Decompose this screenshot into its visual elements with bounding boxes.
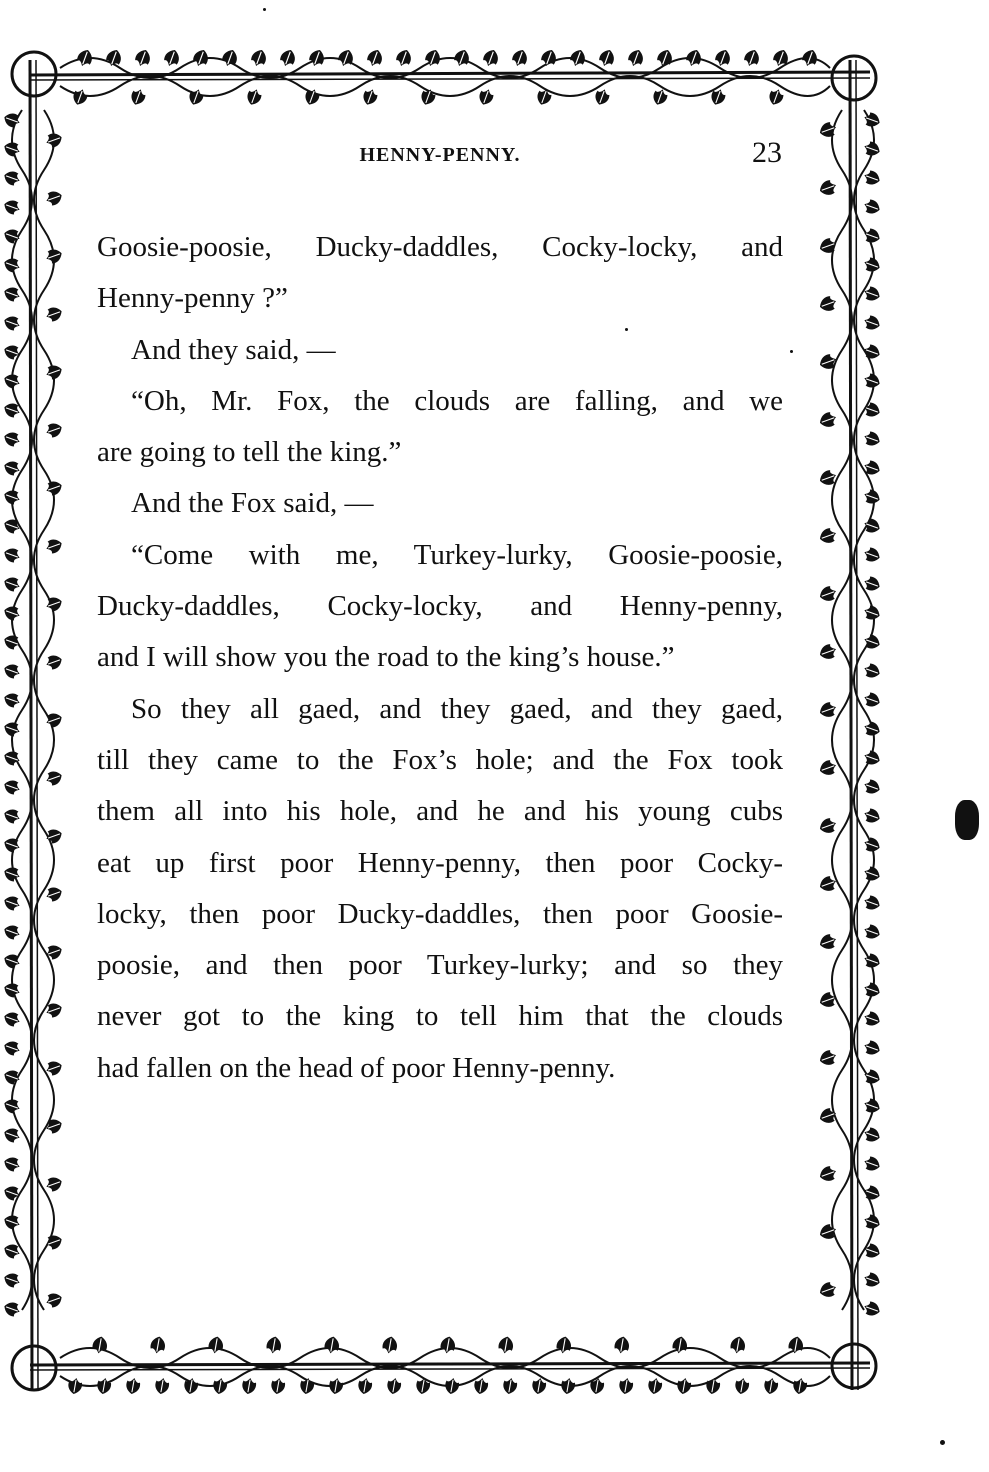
ivy-leaf-icon (568, 47, 587, 68)
ivy-leaf-icon (817, 1280, 838, 1299)
ivy-leaf-icon (2, 1010, 22, 1028)
ivy-leaf-icon (207, 1335, 224, 1354)
ivy-leaf-icon (862, 1039, 882, 1057)
ivy-leaf-icon (44, 653, 64, 671)
page-number: 23 (752, 136, 782, 169)
ivy-leaf-icon (452, 47, 471, 68)
ivy-leaf-icon (862, 778, 882, 796)
ivy-leaf-icon (862, 807, 882, 825)
ivy-leaf-icon (2, 981, 22, 999)
ivy-leaf-icon (862, 720, 882, 738)
ivy-leaf-icon (67, 1377, 83, 1395)
story-text (97, 222, 783, 1094)
ivy-leaf-icon (817, 526, 838, 545)
ivy-leaf-icon (676, 1377, 692, 1395)
ivy-leaf-icon (2, 633, 22, 651)
ivy-leaf-icon (245, 87, 263, 107)
ivy-leaf-icon (862, 1097, 882, 1115)
ivy-leaf-icon (862, 488, 882, 506)
ivy-leaf-icon (71, 87, 89, 107)
ivy-leaf-icon (862, 169, 882, 187)
ivy-leaf-icon (2, 488, 22, 506)
ivy-leaf-icon (2, 691, 22, 709)
ivy-leaf-icon (212, 1377, 228, 1395)
ivy-leaf-icon (2, 807, 22, 825)
ivy-leaf-icon (386, 1377, 402, 1395)
ivy-leaf-icon (44, 885, 64, 903)
ivy-leaf-icon (497, 1335, 514, 1354)
ivy-leaf-icon (862, 140, 882, 158)
ink-blot (955, 800, 979, 840)
ivy-leaf-icon (2, 865, 22, 883)
ivy-leaf-icon (2, 140, 22, 158)
ivy-leaf-icon (763, 1377, 779, 1395)
ivy-leaf-icon (767, 87, 785, 107)
ivy-leaf-icon (510, 47, 529, 68)
ivy-leaf-icon (75, 47, 94, 68)
ivy-leaf-icon (133, 47, 152, 68)
ivy-leaf-icon (44, 537, 64, 555)
ivy-leaf-icon (2, 430, 22, 448)
text-line: “Oh, Mr. Fox, the clouds are falling, and we (131, 384, 783, 417)
ivy-leaf-icon (862, 256, 882, 274)
ivy-leaf-icon (361, 87, 379, 107)
ivy-leaf-icon (2, 198, 22, 216)
ivy-leaf-icon (705, 1377, 721, 1395)
ivy-leaf-icon (862, 227, 882, 245)
ivy-leaf-icon (862, 836, 882, 854)
ivy-leaf-icon (2, 662, 22, 680)
ivy-leaf-icon (44, 1175, 64, 1193)
ivy-leaf-icon (792, 1377, 808, 1395)
ivy-leaf-icon (2, 778, 22, 796)
print-speck (940, 1440, 945, 1445)
ivy-leaf-icon (323, 1335, 340, 1354)
text-line: locky, then poor Ducky-daddles, then poor Goosie- (97, 897, 783, 930)
ivy-leaf-icon (2, 1155, 22, 1173)
text-line: poosie, and then poor Turkey-lurky; and so they (97, 949, 783, 982)
ivy-leaf-icon (535, 87, 553, 107)
text-line: Henny-penny ?” (97, 282, 288, 315)
ivy-leaf-icon (439, 1335, 456, 1354)
text-line: them all into his hole, and he and his young cubs (97, 795, 783, 828)
text-line: till they came to the Fox’s hole; and the Fox took (97, 743, 783, 776)
ivy-leaf-icon (862, 546, 882, 564)
ivy-leaf-icon (2, 169, 22, 187)
ivy-leaf-icon (365, 47, 384, 68)
ivy-leaf-icon (2, 343, 22, 361)
ivy-leaf-icon (336, 47, 355, 68)
ivy-leaf-icon (862, 604, 882, 622)
ivy-leaf-icon (817, 178, 838, 197)
text-line: Ducky-daddles, Cocky-locky, and Henny-penny, (97, 590, 783, 623)
ivy-leaf-icon (129, 87, 147, 107)
ivy-leaf-icon (597, 47, 616, 68)
ivy-leaf-icon (2, 1097, 22, 1115)
ivy-leaf-icon (817, 932, 838, 951)
running-title: HENNY-PENNY. (359, 144, 521, 166)
ivy-leaf-icon (862, 198, 882, 216)
print-speck (263, 8, 266, 11)
ivy-leaf-icon (2, 894, 22, 912)
ivy-leaf-icon (307, 47, 326, 68)
ivy-leaf-icon (2, 604, 22, 622)
ivy-leaf-icon (817, 816, 838, 835)
ivy-leaf-icon (502, 1377, 518, 1395)
ivy-leaf-icon (862, 749, 882, 767)
ivy-leaf-icon (44, 943, 64, 961)
ivy-leaf-icon (394, 47, 413, 68)
ivy-leaf-icon (862, 662, 882, 680)
text-line: eat up first poor Henny-penny, then poor Cocky- (97, 846, 783, 879)
ivy-leaf-icon (2, 923, 22, 941)
ivy-leaf-icon (44, 595, 64, 613)
ivy-leaf-icon (44, 131, 64, 149)
ivy-leaf-icon (265, 1335, 282, 1354)
ivy-leaf-icon (593, 87, 611, 107)
ivy-leaf-icon (2, 1213, 22, 1231)
ivy-leaf-icon (241, 1377, 257, 1395)
ivy-leaf-icon (626, 47, 645, 68)
ivy-leaf-icon (2, 285, 22, 303)
ivy-leaf-icon (44, 421, 64, 439)
ivy-leaf-icon (2, 1300, 22, 1318)
ivy-leaf-icon (299, 1377, 315, 1395)
ivy-leaf-icon (477, 87, 495, 107)
ivy-leaf-icon (2, 575, 22, 593)
ivy-leaf-icon (2, 836, 22, 854)
ivy-leaf-icon (862, 1242, 882, 1260)
ivy-leaf-icon (125, 1377, 141, 1395)
ivy-leaf-icon (444, 1377, 460, 1395)
ivy-leaf-icon (817, 236, 838, 255)
ivy-leaf-icon (249, 47, 268, 68)
ivy-leaf-icon (44, 363, 64, 381)
ivy-leaf-icon (613, 1335, 630, 1354)
ivy-leaf-icon (862, 691, 882, 709)
ivy-leaf-icon (381, 1335, 398, 1354)
ivy-leaf-icon (2, 1126, 22, 1144)
ivy-leaf-icon (817, 410, 838, 429)
ivy-leaf-icon (817, 1048, 838, 1067)
text-line: And they said, — (131, 333, 336, 366)
ivy-leaf-icon (862, 981, 882, 999)
ivy-leaf-icon (862, 923, 882, 941)
ivy-leaf-icon (862, 314, 882, 332)
ivy-leaf-icon (44, 247, 64, 265)
ivy-leaf-icon (2, 314, 22, 332)
ivy-leaf-icon (2, 372, 22, 390)
ivy-leaf-icon (862, 1010, 882, 1028)
ivy-leaf-icon (44, 189, 64, 207)
ivy-leaf-icon (862, 1155, 882, 1173)
ivy-leaf-icon (154, 1377, 170, 1395)
ivy-leaf-icon (2, 546, 22, 564)
text-line: Goosie-poosie, Ducky-daddles, Cocky-locky, and (97, 231, 783, 263)
ivy-leaf-icon (817, 1164, 838, 1183)
ivy-leaf-icon (817, 294, 838, 313)
running-head (95, 136, 785, 176)
text-line: “Come with me, Turkey-lurky, Goosie-poosie, (131, 538, 783, 571)
ivy-leaf-icon (862, 372, 882, 390)
ivy-leaf-icon (862, 430, 882, 448)
ivy-leaf-icon (357, 1377, 373, 1395)
ivy-leaf-icon (734, 1377, 750, 1395)
ivy-leaf-icon (44, 479, 64, 497)
ivy-leaf-icon (817, 758, 838, 777)
ivy-leaf-icon (862, 111, 882, 129)
ivy-leaf-icon (647, 1377, 663, 1395)
ivy-leaf-icon (800, 47, 819, 68)
ivy-leaf-icon (862, 1271, 882, 1289)
ivy-leaf-icon (817, 700, 838, 719)
ivy-leaf-icon (684, 47, 703, 68)
ivy-leaf-icon (270, 1377, 286, 1395)
ivy-leaf-icon (555, 1335, 572, 1354)
ivy-leaf-icon (817, 642, 838, 661)
ivy-leaf-icon (278, 47, 297, 68)
text-line: So they all gaed, and they gaed, and they gaed, (131, 692, 783, 725)
ivy-leaf-icon (2, 256, 22, 274)
ivy-leaf-icon (589, 1377, 605, 1395)
ivy-leaf-icon (862, 865, 882, 883)
ivy-leaf-icon (96, 1377, 112, 1395)
ivy-leaf-icon (44, 305, 64, 323)
ivy-leaf-icon (862, 1213, 882, 1231)
ivy-leaf-icon (149, 1335, 166, 1354)
ivy-leaf-icon (162, 47, 181, 68)
ivy-leaf-icon (44, 1233, 64, 1251)
text-line: And the Fox said, — (131, 487, 374, 520)
ivy-leaf-icon (191, 47, 210, 68)
ivy-leaf-icon (729, 1335, 746, 1354)
text-line: are going to tell the king.” (97, 436, 402, 469)
ivy-leaf-icon (2, 1039, 22, 1057)
ivy-leaf-icon (44, 1291, 64, 1309)
ivy-leaf-icon (415, 1377, 431, 1395)
ivy-leaf-icon (862, 1300, 882, 1318)
ivy-leaf-icon (742, 47, 761, 68)
ivy-leaf-icon (44, 769, 64, 787)
ivy-leaf-icon (2, 1271, 22, 1289)
ivy-leaf-icon (862, 952, 882, 970)
ivy-leaf-icon (328, 1377, 344, 1395)
print-speck (790, 350, 793, 353)
ivy-leaf-icon (618, 1377, 634, 1395)
ivy-leaf-icon (2, 720, 22, 738)
ivy-leaf-icon (862, 459, 882, 477)
ivy-leaf-icon (539, 47, 558, 68)
ivy-leaf-icon (560, 1377, 576, 1395)
ivy-leaf-icon (862, 517, 882, 535)
ivy-leaf-icon (862, 894, 882, 912)
text-line: never got to the king to tell him that the clouds (97, 1000, 783, 1033)
ivy-leaf-icon (187, 87, 205, 107)
text-line: had fallen on the head of poor Henny-penny. (97, 1051, 616, 1084)
ivy-leaf-icon (481, 47, 500, 68)
ivy-leaf-icon (771, 47, 790, 68)
text-line: and I will show you the road to the king’s house.” (97, 641, 675, 674)
